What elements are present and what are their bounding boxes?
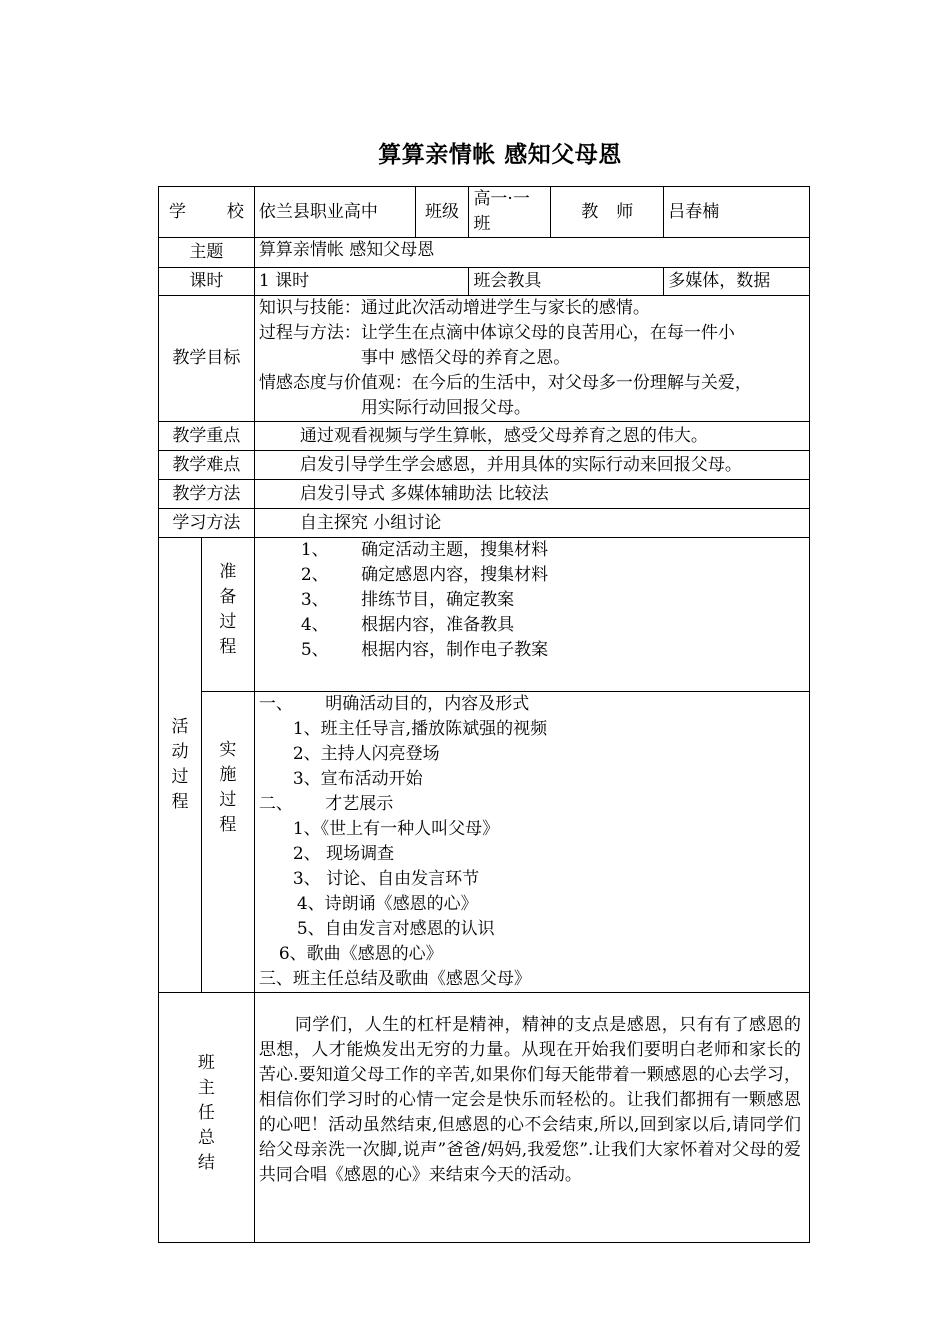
learning-method-label: 学习方法 <box>159 509 255 538</box>
summary-text: 同学们，人生的杠杆是精神，精神的支点是感恩，只有有了感恩的思想，人才能焕发出无穷的力量。从现在开始我们要明白老师和家长的苦心.要知道父母工作的辛苦,如果你们每天能带着一颗感恩的心去学习，相信你们学习时的心情一定会是快乐而轻松的。让我们都拥有一颗感恩的心吧！活动虽然结束,但感恩的心不会结束,所以,回到家以后,请同学们给父母亲洗一次脚,说声”爸爸/妈妈,我爱您”.让我们大家怀着对父母的爱共同合唱《感恩的心》来结束今天的活动。 <box>254 993 809 1243</box>
impl-line: 2、 现场调查 <box>292 844 395 864</box>
impl-line: 3、宣布活动开始 <box>292 769 423 789</box>
school-label: 学 校 <box>159 187 255 238</box>
period-label: 课时 <box>159 268 255 296</box>
impl-row <box>159 692 810 993</box>
class-label: 班级 <box>415 187 469 238</box>
difficulty-value: 启发引导学生学会感恩，并用具体的实际行动来回报父母。 <box>254 451 809 480</box>
prep-item: 5、 根据内容，制作电子教案 <box>300 640 549 660</box>
goal-item: 过程与方法：让学生在点滴中体谅父母的良苦用心，在每一件小 事中 感悟父母的养育之恩。 <box>258 323 735 368</box>
period-row <box>159 268 810 296</box>
class-value: 高一·一班 <box>469 187 551 238</box>
goals-label: 教学目标 <box>159 296 255 422</box>
teacher-label: 教 师 <box>551 187 664 238</box>
lesson-plan-table <box>158 186 810 1243</box>
difficulty-row <box>159 451 810 480</box>
prep-item: 3、 排练节目，确定教案 <box>300 590 515 610</box>
teaching-method-value: 启发引导式 多媒体辅助法 比较法 <box>254 480 809 509</box>
prep-list <box>254 538 809 692</box>
goals-row <box>159 296 810 422</box>
summary-row <box>159 993 810 1243</box>
prep-row <box>159 538 810 692</box>
impl-line: 4、诗朗诵《感恩的心》 <box>296 894 478 914</box>
impl-line: 一、 明确活动目的，内容及形式 <box>258 694 530 714</box>
impl-line: 1、《世上有一种人叫父母》 <box>292 819 500 839</box>
activity-label: 活 动 过 程 <box>159 538 202 993</box>
key-point-value: 通过观看视频与学生算帐，感受父母养育之恩的伟大。 <box>254 422 809 451</box>
impl-line: 6、歌曲《感恩的心》 <box>278 944 443 964</box>
prep-item: 1、 确定活动主题，搜集材料 <box>300 540 549 560</box>
goals-content <box>254 296 809 422</box>
tools-value: 多媒体，数据 <box>664 268 810 296</box>
info-row <box>159 187 810 238</box>
key-point-row <box>159 422 810 451</box>
goal-item: 情感态度与价值观：在今后的生活中，对父母多一份理解与关爱， 用实际行动回报父母。 <box>258 373 752 418</box>
page-title: 算算亲情帐 感知父母恩 <box>378 141 622 168</box>
impl-list <box>254 692 809 993</box>
summary-label: 班 主 任 总 结 <box>159 993 255 1243</box>
difficulty-label: 教学难点 <box>159 451 255 480</box>
topic-label: 主题 <box>159 238 255 268</box>
tools-label: 班会教具 <box>469 268 664 296</box>
impl-line: 3、 讨论、自由发言环节 <box>292 869 480 889</box>
prep-item: 4、 根据内容，准备教具 <box>300 615 515 635</box>
teaching-method-row <box>159 480 810 509</box>
prep-item: 2、 确定感恩内容，搜集材料 <box>300 565 549 585</box>
period-value: 1 课时 <box>254 268 469 296</box>
impl-line: 二、 才艺展示 <box>258 794 394 814</box>
topic-row <box>159 238 810 268</box>
impl-line: 2、主持人闪亮登场 <box>292 744 440 764</box>
goal-item: 知识与技能：通过此次活动增进学生与家长的感情。 <box>258 298 650 318</box>
prep-label: 准 备 过 程 <box>201 538 254 692</box>
learning-method-row <box>159 509 810 538</box>
topic-value: 算算亲情帐 感知父母恩 <box>254 238 809 268</box>
key-point-label: 教学重点 <box>159 422 255 451</box>
teaching-method-label: 教学方法 <box>159 480 255 509</box>
learning-method-value: 自主探究 小组讨论 <box>254 509 809 538</box>
school-value: 依兰县职业高中 <box>254 187 415 238</box>
impl-line: 1、班主任导言,播放陈斌强的视频 <box>292 719 548 739</box>
impl-line: 三、班主任总结及歌曲《感恩父母》 <box>258 969 531 989</box>
impl-label: 实 施 过 程 <box>201 692 254 993</box>
teacher-value: 吕春楠 <box>664 187 810 238</box>
impl-line: 5、自由发言对感恩的认识 <box>296 919 495 939</box>
